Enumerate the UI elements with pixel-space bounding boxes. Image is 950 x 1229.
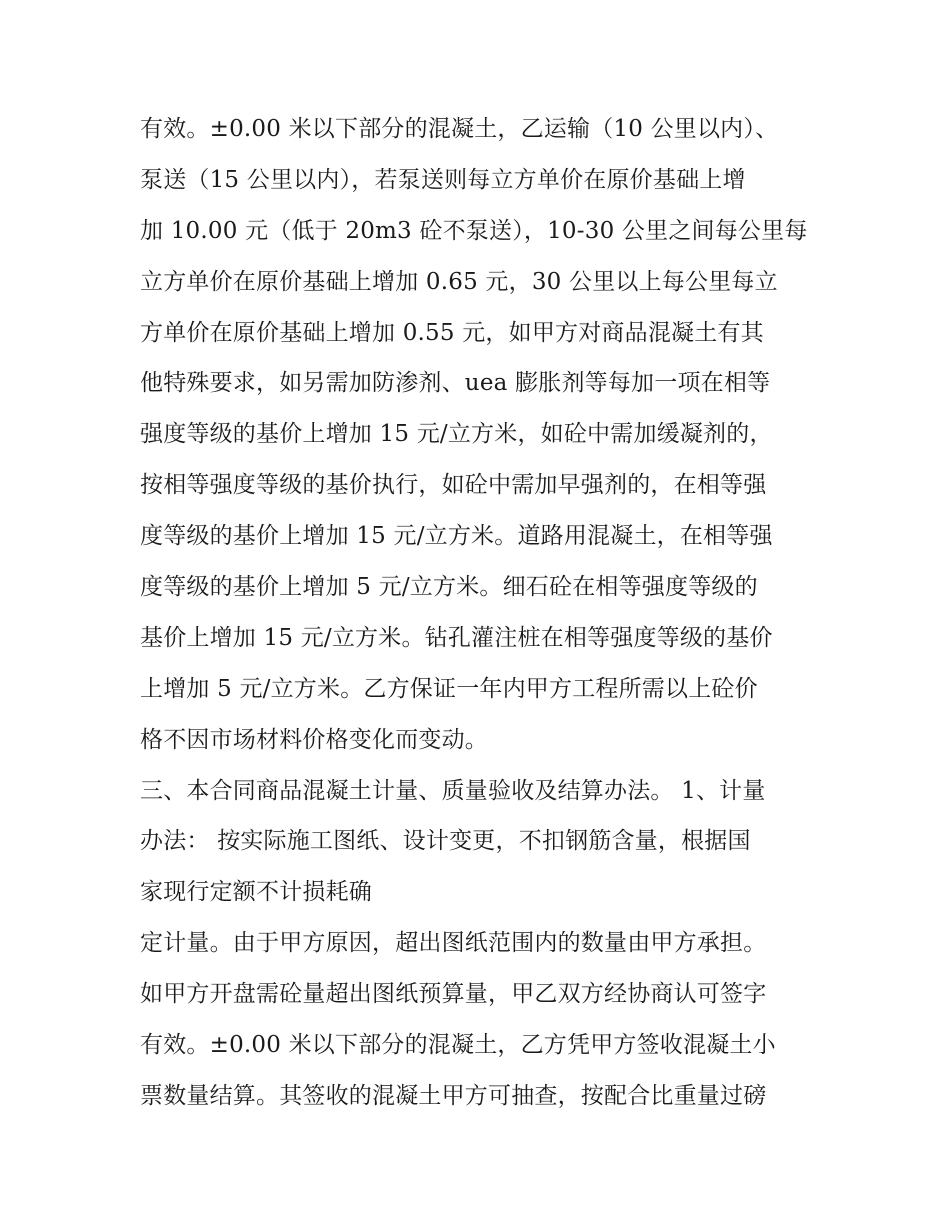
section-heading-line: 三、本合同商品混凝土计量、质量验收及结算办法。 1、计量 <box>140 777 766 804</box>
text-line: 泵送（15 公里以内），若泵送则每立方单价在原价基础上增 <box>140 166 746 193</box>
text-line: 票数量结算。其签收的混凝土甲方可抽查，按配合比重量过磅 <box>140 1082 767 1109</box>
text-line: 格不因市场材料价格变化而变动。 <box>140 726 488 753</box>
document-body <box>140 104 830 1122</box>
text-line: 度等级的基价上增加 5 元/立方米。细石砼在相等强度等级的 <box>140 574 758 601</box>
text-line: 度等级的基价上增加 15 元/立方米。道路用混凝土，在相等强 <box>140 523 773 550</box>
text-line: 家现行定额不计损耗确 <box>140 879 372 906</box>
text-line: 上增加 5 元/立方米。乙方保证一年内甲方工程所需以上砼价 <box>140 675 758 702</box>
text-line: 基价上增加 15 元/立方米。钻孔灌注桩在相等强度等级的基价 <box>140 624 773 651</box>
text-line: 立方单价在原价基础上增加 0.65 元，30 公里以上每公里每立 <box>140 268 778 295</box>
text-line: 有效。±0.00 米以下部分的混凝土，乙运输（10 公里以内）、 <box>140 116 779 142</box>
text-line: 他特殊要求，如另需加防渗剂、uea 膨胀剂等每加一项在相等 <box>140 370 771 397</box>
text-line: 强度等级的基价上增加 15 元/立方米，如砼中需加缓凝剂的， <box>140 421 773 448</box>
text-line: 加 10.00 元（低于 20m3 砼不泵送），10-30 公里之间每公里每 <box>140 217 808 244</box>
text-line: 按相等强度等级的基价执行，如砼中需加早强剂的，在相等强 <box>140 472 767 499</box>
text-line: 有效。±0.00 米以下部分的混凝土，乙方凭甲方签收混凝土小 <box>140 1032 776 1059</box>
text-line: 定计量。由于甲方原因，超出图纸范围内的数量由甲方承担。 <box>140 930 767 957</box>
text-line: 如甲方开盘需砼量超出图纸预算量，甲乙双方经协商认可签字 <box>140 981 767 1008</box>
text-line: 方单价在原价基础上增加 0.55 元，如甲方对商品混凝土有其 <box>140 319 764 346</box>
text-line: 办法： 按实际施工图纸、设计变更，不扣钢筋含量，根据国 <box>140 828 751 855</box>
